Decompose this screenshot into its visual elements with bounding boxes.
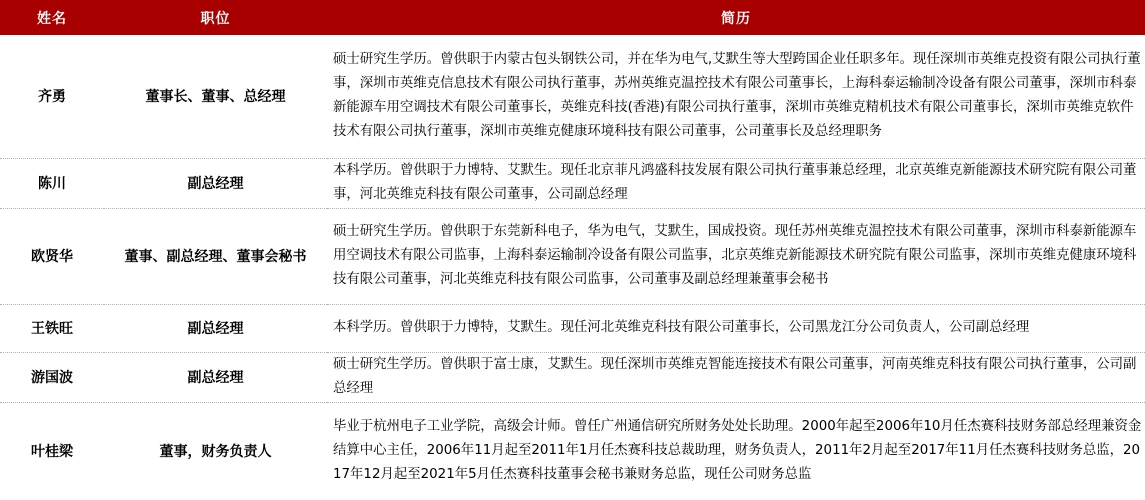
table-row — [0, 35, 1145, 158]
table-row — [0, 352, 1145, 402]
header-row — [0, 0, 1145, 35]
cell-position: 董事长、董事、总经理 — [104, 35, 327, 158]
cell-bio: 本科学历。曾供职于力博特，艾默生。现任河北英维克科技有限公司董事长，公司黑龙江分公司负责人，公司副总经理 — [327, 304, 1145, 352]
cell-name: 叶桂梁 — [31, 444, 73, 461]
header-bio: 简历 — [721, 10, 751, 27]
cell-bio: 硕士研究生学历。曾供职于内蒙古包头钢铁公司，并在华为电气,艾默生等大型跨国企业任职多年。现任深圳市英维克投资有限公司执行董事，深圳市英维克信息技术有限公司执行董事，苏州英维克温控技术有限公司董事长，上海科泰运输制冷设备有限公司董事，深圳市科泰新能源车用空调技术有限公司董事长，英维克科技(香港)有限公司执行董事，深圳市英维克精机技术有限公司董事长，深圳市英维克软件技术有限公司执行董事，深圳市英维克健康环境科技有限公司董事，公司董事长及总经理职务 — [327, 35, 1145, 158]
table-row — [0, 208, 1145, 304]
cell-bio: 硕士研究生学历。曾供职于东莞新科电子，华为电气，艾默生，国成投资。现任苏州英维克温控技术有限公司董事，深圳市科泰新能源车用空调技术有限公司监事，上海科泰运输制冷设备有限公司监事，北京英维克新能源技术研究院有限公司监事，深圳市英维克健康环境科技有限公司董事，河北英维克科技有限公司监事，公司董事及副总经理兼董事会秘书 — [327, 208, 1145, 304]
cell-name: 游国波 — [0, 352, 104, 402]
cell-position: 董事、副总经理、董事会秘书 — [104, 208, 327, 304]
cell-position: 副总经理 — [104, 158, 327, 208]
cell-name: 齐勇 — [0, 35, 104, 158]
cell-position: 副总经理 — [104, 304, 327, 352]
table-body — [0, 35, 1145, 500]
cell-name: 欧贤华 — [0, 208, 104, 304]
table-row — [0, 158, 1145, 208]
header-position: 职位 — [200, 10, 231, 27]
cell-bio: 本科学历。曾供职于力博特、艾默生。现任北京菲凡鸿盛科技发展有限公司执行董事兼总经理，北京英维克新能源技术研究院有限公司董事，河北英维克科技有限公司董事，公司副总经理 — [327, 158, 1145, 208]
cell-position: 副总经理 — [104, 352, 327, 402]
table-row — [0, 402, 1145, 500]
cell-position: 董事，财务负责人 — [159, 444, 272, 461]
table-row — [0, 304, 1145, 352]
cell-bio: 毕业于杭州电子工业学院，高级会计师。曾任广州通信研究所财务处处长助理。2000年起至2006年10月任杰赛科技财务部总经理兼资金结算中心主任，2006年11月起至2011年1月任杰赛科技总裁助理，财务负责人，2011年2月起至2017年11月任杰赛科技财务总监，2017年12月起至2021年5月任杰赛科技董事会秘书兼财务总监，现任公司财务总监 — [333, 419, 1142, 483]
cell-name: 王铁旺 — [0, 304, 104, 352]
cell-bio: 硕士研究生学历。曾供职于富士康，艾默生。现任深圳市英维克智能连接技术有限公司董事，河南英维克科技有限公司执行董事，公司副总经理 — [327, 352, 1145, 402]
cell-name: 陈川 — [0, 158, 104, 208]
header-name: 姓名 — [37, 10, 67, 27]
table-header — [0, 0, 1145, 35]
